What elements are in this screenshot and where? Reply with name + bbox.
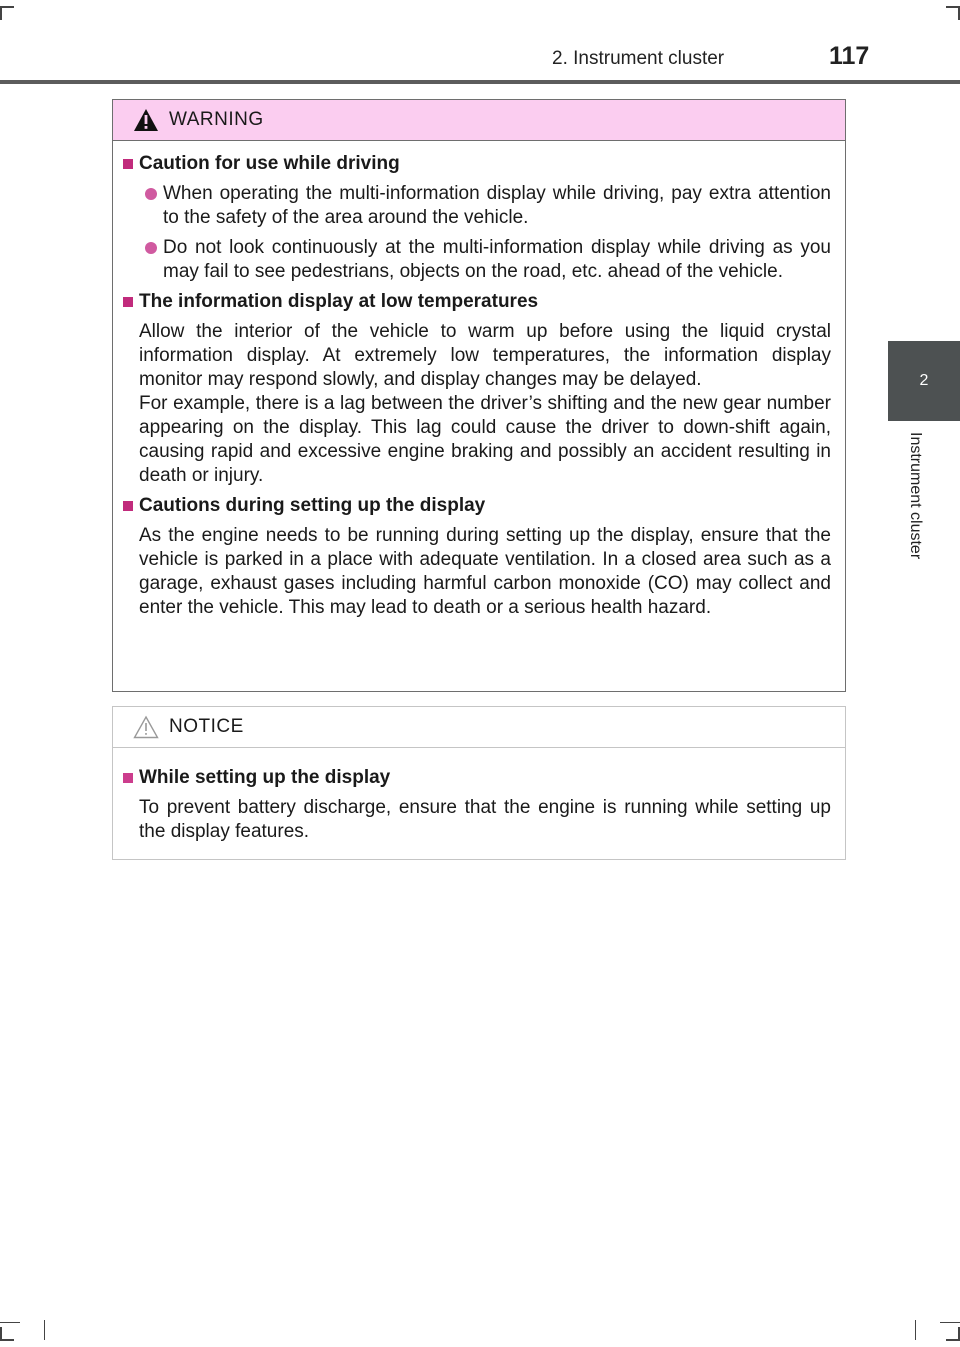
paragraph: As the engine needs to be running during setting up the display, ensure that the vehicle is parked in a place with adequate ventilation. In a closed area such as a garage, exhaust gases including harmful carbon monoxide (CO) may collect and enter the vehicle. This may lead to death or a serious health hazard. <box>139 525 831 618</box>
warning-triangle-icon <box>133 108 159 132</box>
notice-header <box>113 707 845 748</box>
list-item: When operating the multi-information display while driving, pay extra attention to the safety of the area around the vehicle. <box>123 182 831 230</box>
warning-body <box>113 141 845 620</box>
round-bullet-icon <box>145 188 157 200</box>
crop-mark <box>940 1322 960 1323</box>
paragraph: Allow the interior of the vehicle to warm up before using the liquid crystal information display. At extremely low temperatures, the information display monitor may respond slowly, and display changes may be delayed. <box>139 321 831 390</box>
crop-mark <box>0 1339 14 1341</box>
crop-mark <box>0 6 14 8</box>
notice-item <box>123 766 831 844</box>
square-bullet-icon <box>123 297 133 307</box>
crop-mark <box>915 1320 916 1340</box>
item-title: Caution for use while driving <box>139 153 400 174</box>
notice-box <box>112 706 846 860</box>
square-bullet-icon <box>123 501 133 511</box>
square-bullet-icon <box>123 773 133 783</box>
header-rule <box>0 80 960 84</box>
round-bullet-icon <box>145 242 157 254</box>
warning-box <box>112 99 846 692</box>
warning-header <box>113 100 845 141</box>
list-item: Do not look continuously at the multi-information display while driving as you may fail to see pedestrians, objects on the road, etc. ahead of the vehicle. <box>123 236 831 284</box>
crop-mark <box>0 1322 20 1323</box>
crop-mark <box>44 1320 45 1340</box>
chapter-number: 2 <box>919 372 929 389</box>
paragraph: To prevent battery discharge, ensure that the engine is running while setting up the display features. <box>139 797 831 842</box>
notice-triangle-icon <box>133 715 159 739</box>
notice-body <box>113 748 845 844</box>
page-number: 117 <box>829 42 870 70</box>
notice-title: NOTICE <box>169 716 244 737</box>
square-bullet-icon <box>123 159 133 169</box>
chapter-tab <box>888 341 960 421</box>
warning-item <box>123 290 831 488</box>
chapter-label: Instrument cluster <box>907 432 924 560</box>
warning-title: WARNING <box>169 109 264 130</box>
warning-item <box>123 494 831 620</box>
crop-mark <box>946 6 960 8</box>
item-title: The information display at low temperatures <box>139 291 539 312</box>
warning-item <box>123 152 831 284</box>
paragraph: For example, there is a lag between the driver’s shifting and the new gear number appearing on the display. This lag could cause the driver to down-shift again, causing rapid and excessive engine braking and possibly an accident resulting in death or injury. <box>139 393 831 486</box>
crop-mark <box>946 1339 960 1341</box>
item-title: Cautions during setting up the display <box>139 495 486 516</box>
item-title: While setting up the display <box>139 767 391 788</box>
section-title: 2. Instrument cluster <box>552 48 725 69</box>
crop-mark <box>0 6 2 20</box>
